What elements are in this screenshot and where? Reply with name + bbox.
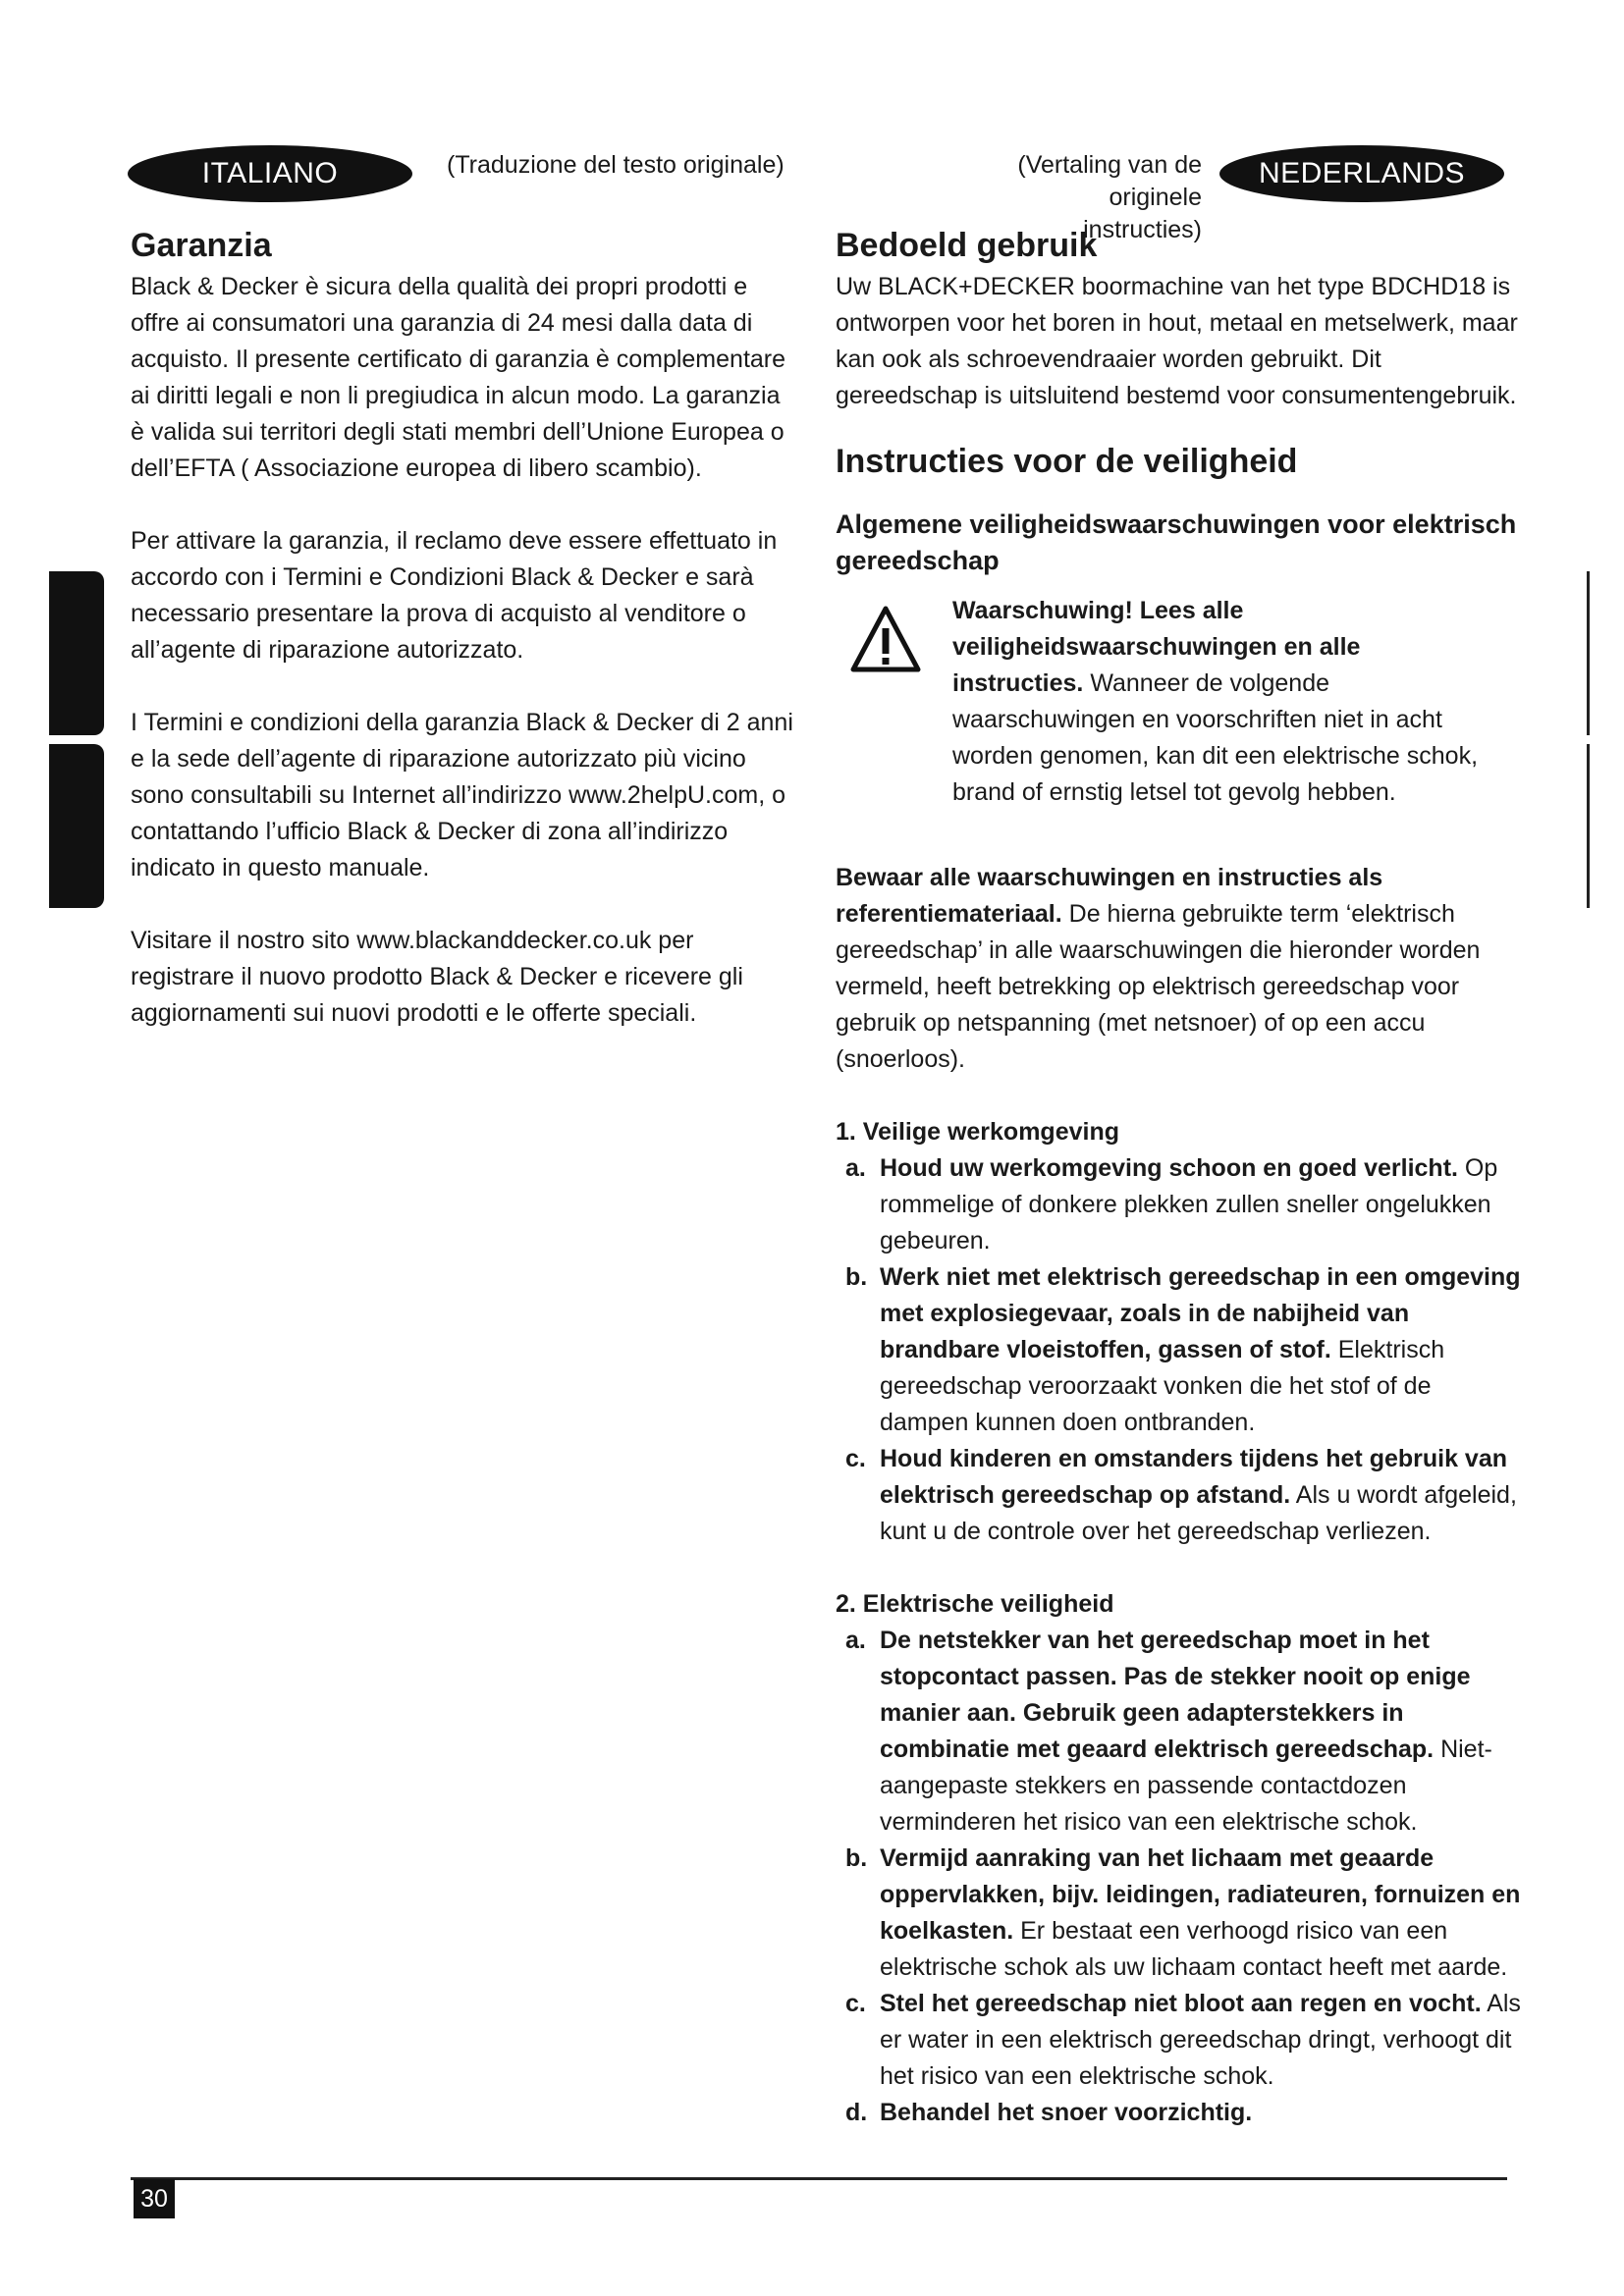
dutch-subtitle-line1: (Vertaling van de originele xyxy=(1017,151,1202,211)
italian-paragraph: Per attivare la garanzia, il reclamo deve essere effettuato in accordo con i Termini e Condizioni Black & Decker e sarà necessario presentare la prova di acquisto al venditore o all’agente di riparazione autorizzato. xyxy=(131,527,778,664)
list-item xyxy=(836,1841,1523,1986)
list-item-bold: Behandel het snoer voorzichtig. xyxy=(880,2099,1253,2126)
warning-body: Wanneer de volgende waarschuwingen en voorschriften niet in acht worden genomen, kan dit een elektrische schok, brand of ernstig letsel tot gevolg hebben. xyxy=(952,669,1479,806)
list-letter: a. xyxy=(845,1627,866,1654)
list-letter: a. xyxy=(845,1154,866,1182)
list-item-text: Er bestaat een verhoogd risico van een elektrische schok als uw lichaam contact heeft met aarde. xyxy=(880,1917,1508,1981)
list-item-text: Elektrisch gereedschap veroorzaakt vonken die het stof of de dampen kunnen doen ontbranden. xyxy=(880,1336,1445,1436)
warning-triangle-icon xyxy=(850,605,921,675)
italian-paragraph: Black & Decker è sicura della qualità dei propri prodotti e offre ai consumatori una garanzia di 24 mesi dalla data di acquisto. Il presente certificato di garanzia è complementare ai diritti legali e non li pregiudica in alcun modo. La garanzia è valida sui territori degli stati membri dell’Unione Europea o dell’EFTA ( Associazione europea di libero scambio). xyxy=(131,273,786,482)
side-tab-marker xyxy=(49,571,104,735)
italian-paragraph: Visitare il nostro sito www.blackanddecker.co.uk per registrare il nuovo prodotto Black & Decker e ricevere gli aggiornamenti sui nuovi prodotti e le offerte speciali. xyxy=(131,927,743,1027)
list-item-bold: Stel het gereedschap niet bloot aan regen en vocht. xyxy=(880,1990,1482,2017)
warning-bold: Waarschuwing! Lees alle veiligheidswaarschuwingen en alle instructies. xyxy=(952,597,1361,697)
warning-text xyxy=(952,593,1497,811)
dutch-subtitle-line2: instructies) xyxy=(1083,216,1202,243)
list-item-bold: Houd uw werkomgeving schoon en goed verlicht. xyxy=(880,1154,1458,1182)
list-letter: b. xyxy=(845,1844,868,1872)
list-item xyxy=(836,1150,1523,1259)
section-title: 2. Elektrische veiligheid xyxy=(836,1590,1114,1618)
intended-use-heading: Bedoeld gebruik xyxy=(836,227,1098,264)
list-item-bold: Vermijd aanraking van het lichaam met geaarde oppervlakken, bijv. leidingen, radiateuren, fornuizen en koelkasten. xyxy=(880,1844,1521,1945)
dutch-column xyxy=(836,224,1523,2131)
side-tab-marker xyxy=(49,744,104,908)
warning-box xyxy=(836,593,1523,811)
safety-heading: Instructies voor de veiligheid xyxy=(836,443,1298,480)
list-item xyxy=(836,1259,1523,1441)
list-item-text: Op rommelige of donkere plekken zullen sneller ongelukken gebeuren. xyxy=(880,1154,1498,1255)
keep-body: De hierna gebruikte term ‘elektrisch gereedschap’ in alle waarschuwingen die hieronder worden vermeld, heeft betrekking op elektrisch gereedschap voor gebruik op netspanning (met netsnoer) of op een accu (snoerloos). xyxy=(836,900,1481,1073)
side-line-marker xyxy=(1587,571,1590,735)
list-item-text: Niet-aangepaste stekkers en passende contactdozen verminderen het risico van een elektrische schok. xyxy=(880,1735,1492,1836)
list-letter: c. xyxy=(845,1445,866,1472)
list-letter: b. xyxy=(845,1263,868,1291)
language-badge-nederlands: NEDERLANDS xyxy=(1219,145,1504,202)
italian-subtitle: (Traduzione del testo originale) xyxy=(447,151,785,179)
list-item xyxy=(836,2095,1523,2131)
general-warnings-heading: Algemene veiligheidswaarschuwingen voor elektrisch gereedschap xyxy=(836,509,1517,575)
section-title: 1. Veilige werkomgeving xyxy=(836,1118,1120,1146)
list-letter: d. xyxy=(845,2099,868,2126)
intended-use-text: Uw BLACK+DECKER boormachine van het type BDCHD18 is ontworpen voor het boren in hout, metaal en metselwerk, maar kan ook als schroevendraaier worden gebruikt. Dit gereedschap is uitsluitend bestemd voor consumentengebruik. xyxy=(836,273,1518,409)
italian-heading: Garanzia xyxy=(131,227,272,264)
language-badge-italiano: ITALIANO xyxy=(128,145,412,202)
italian-paragraph: I Termini e condizioni della garanzia Black & Decker di 2 anni e la sede dell’agente di riparazione autorizzato più vicino sono consultabili su Internet all’indirizzo www.2helpU.com, o contattando l’ufficio Black & Decker di zona all’indirizzo indicato in questo manuale. xyxy=(131,709,793,881)
italian-column xyxy=(131,224,798,1032)
list-item-bold: Houd kinderen en omstanders tijdens het gebruik van elektrisch gereedschap op afstand. xyxy=(880,1445,1508,1509)
keep-instructions xyxy=(836,860,1523,1078)
list-item xyxy=(836,1986,1523,2095)
list-letter: c. xyxy=(845,1990,866,2017)
list-item-text: Als er water in een elektrisch gereedschap dringt, verhoogt dit het risico van een elektrische schok. xyxy=(880,1990,1521,2090)
footer-rule xyxy=(131,2177,1507,2180)
list-item-bold: Werk niet met elektrisch gereedschap in een omgeving met explosiegevaar, zoals in de nabijheid van brandbare vloeistoffen, gassen of stof. xyxy=(880,1263,1521,1363)
keep-bold: Bewaar alle waarschuwingen en instructies als referentiemateriaal. xyxy=(836,864,1383,928)
list-item-text: Als u wordt afgeleid, kunt u de controle over het gereedschap verliezen. xyxy=(880,1481,1517,1545)
page-number: 30 xyxy=(134,2179,175,2218)
list-item-bold: De netstekker van het gereedschap moet in het stopcontact passen. Pas de stekker nooit op enige manier aan. Gebruik geen adapterstekkers in combinatie met geaard elektrisch gereedschap. xyxy=(880,1627,1471,1763)
list-item xyxy=(836,1623,1523,1841)
list-item xyxy=(836,1441,1523,1550)
side-line-marker xyxy=(1587,744,1590,908)
